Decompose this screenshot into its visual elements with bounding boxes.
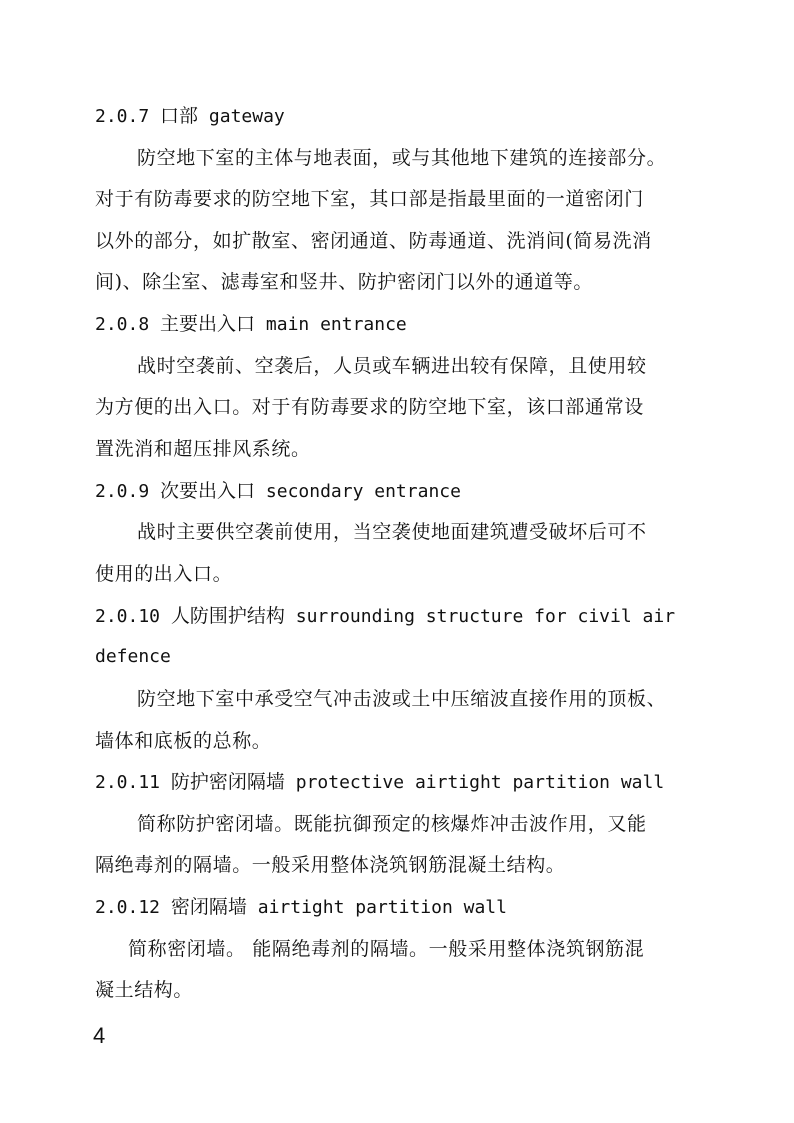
definition-line: 为方便的出入口。对于有防毒要求的防空地下室，该口部通常设 <box>95 396 644 418</box>
definition-line: 防空地下室中承受空气冲击波或土中压缩波直接作用的顶板、 <box>137 688 667 710</box>
term-chinese: 人防围护结构 <box>170 605 285 627</box>
term-chinese: 防护密闭隔墙 <box>170 771 285 793</box>
term-heading-2-0-7 <box>95 102 285 131</box>
definition-line: 对于有防毒要求的防空地下室，其口部是指最里面的一道密闭门 <box>95 188 644 210</box>
term-english: main entrance <box>265 314 407 335</box>
term-english: secondary entrance <box>265 481 461 502</box>
term-chinese: 次要出入口 <box>160 480 256 502</box>
term-english-continuation: defence <box>95 646 171 667</box>
term-number: 2.0.9 <box>95 481 150 502</box>
term-heading-2-0-9 <box>95 477 461 506</box>
term-heading-2-0-11 <box>95 768 664 797</box>
definition-line: 置洗消和超压排风系统。 <box>95 438 311 460</box>
definition-line: 简称防护密闭墙。既能抗御预定的核爆炸冲击波作用，又能 <box>137 813 647 835</box>
term-number: 2.0.11 <box>95 772 161 793</box>
term-english: surrounding structure for civil air <box>295 606 676 627</box>
definition-line: 凝土结构。 <box>95 979 194 1001</box>
definition-line: 战时空袭前、空袭后，人员或车辆进出较有保障，且使用较 <box>137 355 647 377</box>
term-chinese: 口部 <box>160 105 199 127</box>
page-number: 4 <box>93 1023 106 1048</box>
term-heading-2-0-10 <box>95 602 675 631</box>
term-chinese: 密闭隔墙 <box>170 896 247 918</box>
definition-line: 使用的出入口。 <box>95 563 233 585</box>
term-heading-2-0-8 <box>95 310 407 339</box>
term-number: 2.0.7 <box>95 106 150 127</box>
definition-line: 防空地下室的主体与地表面，或与其他地下建筑的连接部分。 <box>137 147 667 169</box>
definition-line: 隔绝毒剂的隔墙。一般采用整体浇筑钢筋混凝土结构。 <box>95 854 566 876</box>
term-english: protective airtight partition wall <box>295 772 665 793</box>
definition-line: 简称密闭墙。 能隔绝毒剂的隔墙。一般采用整体浇筑钢筋混 <box>128 938 645 960</box>
term-english: gateway <box>208 106 285 127</box>
term-number: 2.0.12 <box>95 897 161 918</box>
term-chinese: 主要出入口 <box>160 313 256 335</box>
definition-line: 战时主要供空袭前使用，当空袭使地面建筑遭受破坏后可不 <box>137 521 647 543</box>
definition-line: 墙体和底板的总称。 <box>95 730 272 752</box>
term-number: 2.0.10 <box>95 606 161 627</box>
term-number: 2.0.8 <box>95 314 150 335</box>
term-heading-2-0-12 <box>95 893 507 922</box>
definition-line: 以外的部分，如扩散室、密闭通道、防毒通道、洗消间(简易洗消 <box>95 230 652 252</box>
definition-line: 间)、除尘室、滤毒室和竖井、防护密闭门以外的通道等。 <box>95 271 594 293</box>
term-english: airtight partition wall <box>257 897 507 918</box>
